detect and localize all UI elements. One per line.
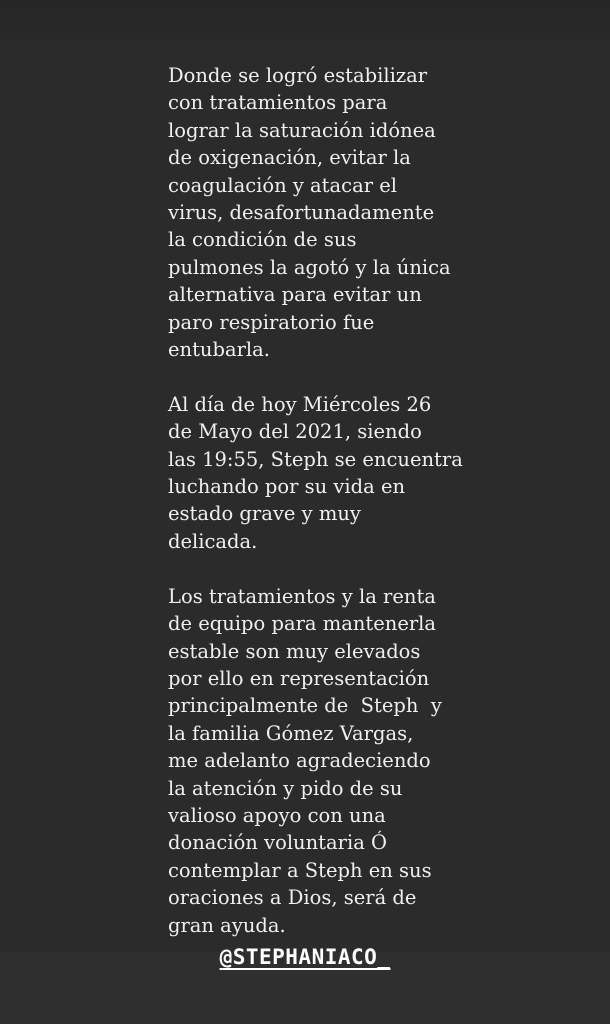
story-paragraph-3: Los tratamientos y la renta de equipo para mantenerla estable son muy elevados por ello en representación principalmente de Steph y la familia Gómez Vargas, me adelanto agradeciendo la atención y pido de su valioso apoyo con una donación voluntaria Ó contemplar a Steph en sus oraciones a Dios, será de gran ayuda. (168, 584, 442, 937)
top-gradient (0, 0, 610, 60)
story-text-block (168, 62, 468, 939)
story-paragraph-2: Al día de hoy Miércoles 26 de Mayo del 2021, siendo las 19:55, Steph se encuentra luchando por su vida en estado grave y muy delicada. (168, 392, 463, 553)
mention-tag[interactable]: @STEPHANIACO_ (219, 945, 391, 969)
story-paragraph-1: Donde se logró estabilizar con tratamientos para lograr la saturación idónea de oxigenación, evitar la coagulación y atacar el virus, desafortunadamente la condición de sus pulmones la agotó y la única alternativa para evitar un paro respiratorio fue entubarla. (168, 64, 451, 362)
mention-sticker (0, 945, 610, 969)
